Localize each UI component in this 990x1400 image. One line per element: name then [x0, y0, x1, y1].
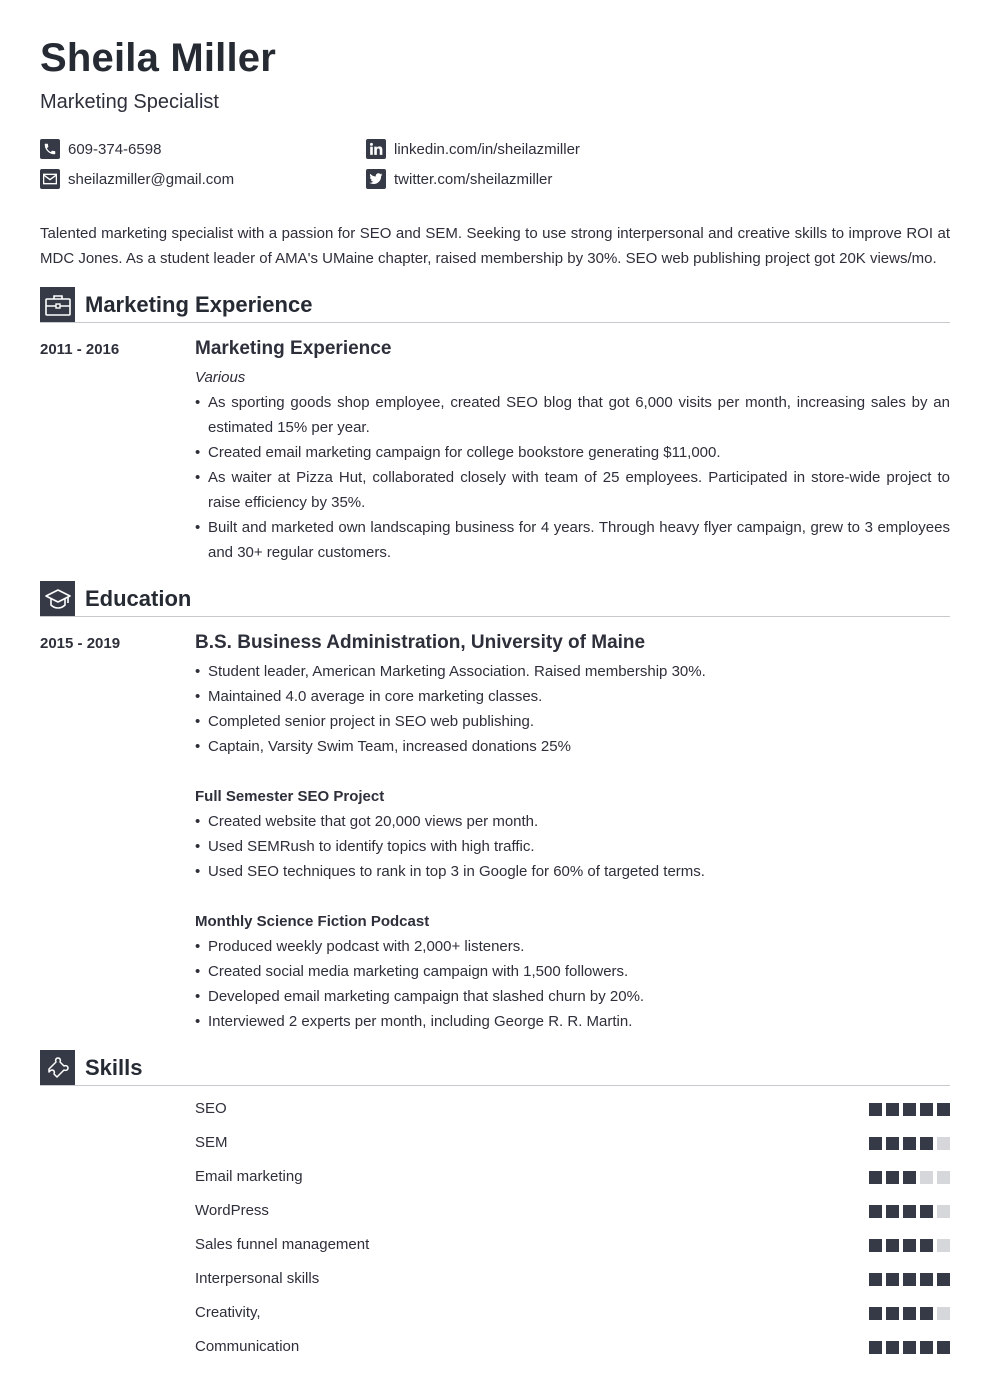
skill-rating — [865, 1341, 950, 1354]
rating-square-empty — [937, 1205, 950, 1218]
skill-rating — [865, 1307, 950, 1320]
skill-row — [195, 1202, 950, 1222]
profile-summary: Talented marketing specialist with a passion for SEO and SEM. Seeking to use strong interpersonal and creative skills to improve ROI at MDC Jones. As a student leader of AMA's UMaine chapter, raised membership by 30%. SEO web publishing project got 20K views/mo. — [40, 225, 950, 267]
list-item: • Interviewed 2 experts per month, including George R. R. Martin. — [195, 1009, 950, 1034]
list-item: • As sporting goods shop employee, created SEO blog that got 6,000 visits per month, increasing sales by an estimated 15% per year. — [195, 390, 950, 440]
skill-rating — [865, 1171, 950, 1184]
rating-square-filled — [920, 1205, 933, 1218]
rating-square-filled — [903, 1273, 916, 1286]
rating-square-filled — [937, 1273, 950, 1286]
rating-square-filled — [920, 1307, 933, 1320]
candidate-name: Sheila Miller — [40, 36, 277, 80]
rating-square-empty — [937, 1171, 950, 1184]
rating-square-filled — [886, 1239, 899, 1252]
skills-heading: Skills — [85, 1055, 143, 1080]
list-item: • Built and marketed own landscaping business for 4 years. Through heavy flyer campaign, grew to 3 employees and 30+ regular customers. — [195, 515, 950, 565]
education-bullets — [195, 659, 950, 759]
experience-heading: Marketing Experience — [85, 292, 313, 317]
rating-square-filled — [886, 1205, 899, 1218]
puzzle-piece-icon — [40, 1050, 75, 1085]
twitter-icon — [366, 169, 386, 189]
list-item: • Produced weekly podcast with 2,000+ listeners. — [195, 934, 950, 959]
list-item: • Used SEO techniques to rank in top 3 in Google for 60% of targeted terms. — [195, 859, 950, 884]
list-item: • Developed email marketing campaign that slashed churn by 20%. — [195, 984, 950, 1009]
rating-square-filled — [903, 1239, 916, 1252]
skill-rating — [865, 1239, 950, 1252]
experience-title: Marketing Experience — [195, 338, 392, 359]
linkedin-icon — [366, 139, 386, 159]
skill-row — [195, 1168, 950, 1188]
rating-square-filled — [920, 1103, 933, 1116]
twitter-link[interactable]: twitter.com/sheilazmiller — [394, 170, 553, 188]
experience-bullets — [195, 390, 950, 565]
skill-name: SEO — [195, 1100, 227, 1117]
skills-section-header — [40, 1050, 950, 1086]
rating-square-filled — [937, 1341, 950, 1354]
list-item: • Maintained 4.0 average in core marketing classes. — [195, 684, 950, 709]
rating-square-filled — [869, 1205, 882, 1218]
rating-square-empty — [920, 1171, 933, 1184]
rating-square-filled — [886, 1307, 899, 1320]
rating-square-filled — [869, 1171, 882, 1184]
skill-name: Email marketing — [195, 1168, 303, 1185]
rating-square-empty — [937, 1239, 950, 1252]
project-bullets — [195, 809, 950, 884]
project-title: Monthly Science Fiction Podcast — [195, 913, 430, 930]
rating-square-filled — [937, 1103, 950, 1116]
graduation-cap-icon — [40, 581, 75, 616]
rating-square-filled — [920, 1273, 933, 1286]
contact-phone — [40, 139, 161, 159]
education-heading: Education — [85, 586, 192, 611]
experience-company: Various — [195, 369, 246, 386]
skill-name: Sales funnel management — [195, 1236, 370, 1253]
skill-row — [195, 1100, 950, 1120]
experience-dates: 2011 - 2016 — [40, 341, 120, 358]
rating-square-filled — [920, 1239, 933, 1252]
contact-linkedin — [366, 139, 580, 159]
skill-name: Creativity, — [195, 1304, 261, 1321]
contact-twitter — [366, 169, 552, 189]
list-item: • As waiter at Pizza Hut, collaborated closely with team of 25 employees. Participated in store-wide project to raise efficiency by 35%. — [195, 465, 950, 515]
rating-square-filled — [903, 1341, 916, 1354]
project-title: Full Semester SEO Project — [195, 788, 385, 805]
skill-name: Communication — [195, 1338, 300, 1355]
rating-square-filled — [886, 1171, 899, 1184]
rating-square-filled — [903, 1307, 916, 1320]
rating-square-filled — [903, 1137, 916, 1150]
phone-text: 609-374-6598 — [68, 140, 162, 158]
rating-square-empty — [937, 1307, 950, 1320]
education-degree: B.S. Business Administration, University of Maine — [195, 632, 646, 653]
skill-row — [195, 1134, 950, 1154]
rating-square-filled — [903, 1103, 916, 1116]
skill-rating — [865, 1103, 950, 1116]
contact-email — [40, 169, 234, 189]
skill-rating — [865, 1273, 950, 1286]
envelope-icon — [40, 169, 60, 189]
list-item: • Completed senior project in SEO web publishing. — [195, 709, 950, 734]
list-item: • Used SEMRush to identify topics with high traffic. — [195, 834, 950, 859]
rating-square-filled — [920, 1341, 933, 1354]
experience-section-header — [40, 287, 950, 323]
skill-name: SEM — [195, 1134, 228, 1151]
skill-name: WordPress — [195, 1202, 269, 1219]
rating-square-filled — [886, 1273, 899, 1286]
list-item: • Student leader, American Marketing Association. Raised membership 30%. — [195, 659, 950, 684]
rating-square-filled — [886, 1137, 899, 1150]
skill-row — [195, 1236, 950, 1256]
skill-name: Interpersonal skills — [195, 1270, 320, 1287]
rating-square-filled — [903, 1171, 916, 1184]
rating-square-empty — [937, 1137, 950, 1150]
education-section-header — [40, 581, 950, 617]
list-item: • Captain, Varsity Swim Team, increased donations 25% — [195, 734, 950, 759]
rating-square-filled — [886, 1103, 899, 1116]
list-item: • Created email marketing campaign for college bookstore generating $11,000. — [195, 440, 950, 465]
education-dates: 2015 - 2019 — [40, 635, 121, 652]
email-link[interactable]: sheilazmiller@gmail.com — [68, 170, 235, 188]
rating-square-filled — [903, 1205, 916, 1218]
linkedin-link[interactable]: linkedin.com/in/sheilazmiller — [394, 140, 580, 158]
rating-square-filled — [869, 1137, 882, 1150]
project-bullets — [195, 934, 950, 1034]
job-title: Marketing Specialist — [40, 91, 219, 113]
rating-square-filled — [869, 1341, 882, 1354]
rating-square-filled — [886, 1341, 899, 1354]
rating-square-filled — [869, 1103, 882, 1116]
list-item: • Created social media marketing campaign with 1,500 followers. — [195, 959, 950, 984]
rating-square-filled — [869, 1307, 882, 1320]
rating-square-filled — [869, 1273, 882, 1286]
rating-square-filled — [869, 1239, 882, 1252]
skill-row — [195, 1304, 950, 1324]
skill-row — [195, 1270, 950, 1290]
list-item: • Created website that got 20,000 views per month. — [195, 809, 950, 834]
rating-square-filled — [920, 1137, 933, 1150]
briefcase-icon — [40, 287, 75, 322]
skill-rating — [865, 1137, 950, 1150]
phone-icon — [40, 139, 60, 159]
skill-rating — [865, 1205, 950, 1218]
skill-row — [195, 1338, 950, 1358]
